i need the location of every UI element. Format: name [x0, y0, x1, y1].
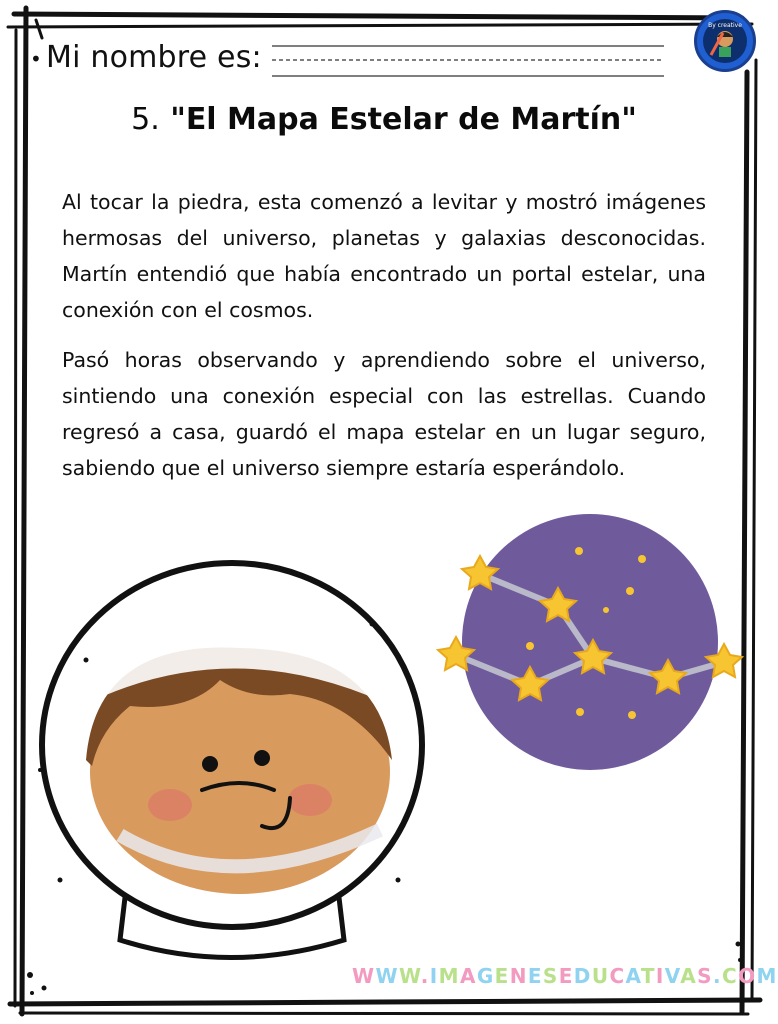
watermark-letter: I	[655, 964, 665, 988]
watermark-letter: S	[542, 964, 559, 988]
planet-constellation-icon	[438, 514, 742, 770]
watermark-letter: U	[591, 964, 610, 988]
bullet: •	[30, 46, 42, 71]
watermark-letter: N	[509, 964, 528, 988]
title-number: 5.	[131, 102, 160, 137]
watermark-letter: W	[352, 964, 376, 988]
watermark-letter: D	[573, 964, 592, 988]
name-label-text: Mi nombre es:	[46, 40, 262, 75]
watermark-letter: E	[558, 964, 574, 988]
watermark-letter: G	[476, 964, 495, 988]
watermark-letter: W	[398, 964, 421, 988]
story-paragraph-2: Pasó horas observando y aprendiendo sobre el universo, sintiendo una conexión especial con las estrellas. Cuando regresó a casa, guardó el mapa estelar en un lugar seguro, sabiendo que el universo siempre estaría esperándolo.	[62, 348, 706, 480]
watermark-letter: A	[625, 964, 641, 988]
watermark-letter: T	[640, 964, 656, 988]
watermark-letter: S	[697, 964, 713, 988]
title-text: "El Mapa Estelar de Martín"	[170, 102, 637, 137]
watermark-letter: C	[609, 964, 626, 988]
watermark-letter: A	[680, 964, 698, 988]
watermark-letter: I	[429, 964, 439, 988]
watermark-letter: E	[527, 964, 543, 988]
watermark-letter: E	[494, 964, 510, 988]
astronaut-icon	[38, 563, 422, 958]
watermark-letter: M	[756, 964, 778, 988]
watermark-letter: C	[721, 964, 739, 988]
logo-text: By creative	[708, 22, 742, 29]
watermark-letter: O	[738, 964, 757, 988]
watermark-letter: .	[712, 964, 722, 988]
story-paragraph-1: Al tocar la piedra, esta comenzó a levitar y mostró imágenes hermosas del universo, planetas y galaxias desconocidas. Martín entendió que había encontrado un portal estelar, una conexión con el cosmos.	[62, 190, 706, 322]
watermark-letter: W	[375, 964, 399, 988]
watermark-letter: M	[438, 964, 460, 988]
footer-watermark	[352, 964, 778, 988]
watermark-letter: A	[459, 964, 477, 988]
watermark-letter: V	[664, 964, 681, 988]
watermark-letter: .	[420, 964, 430, 988]
